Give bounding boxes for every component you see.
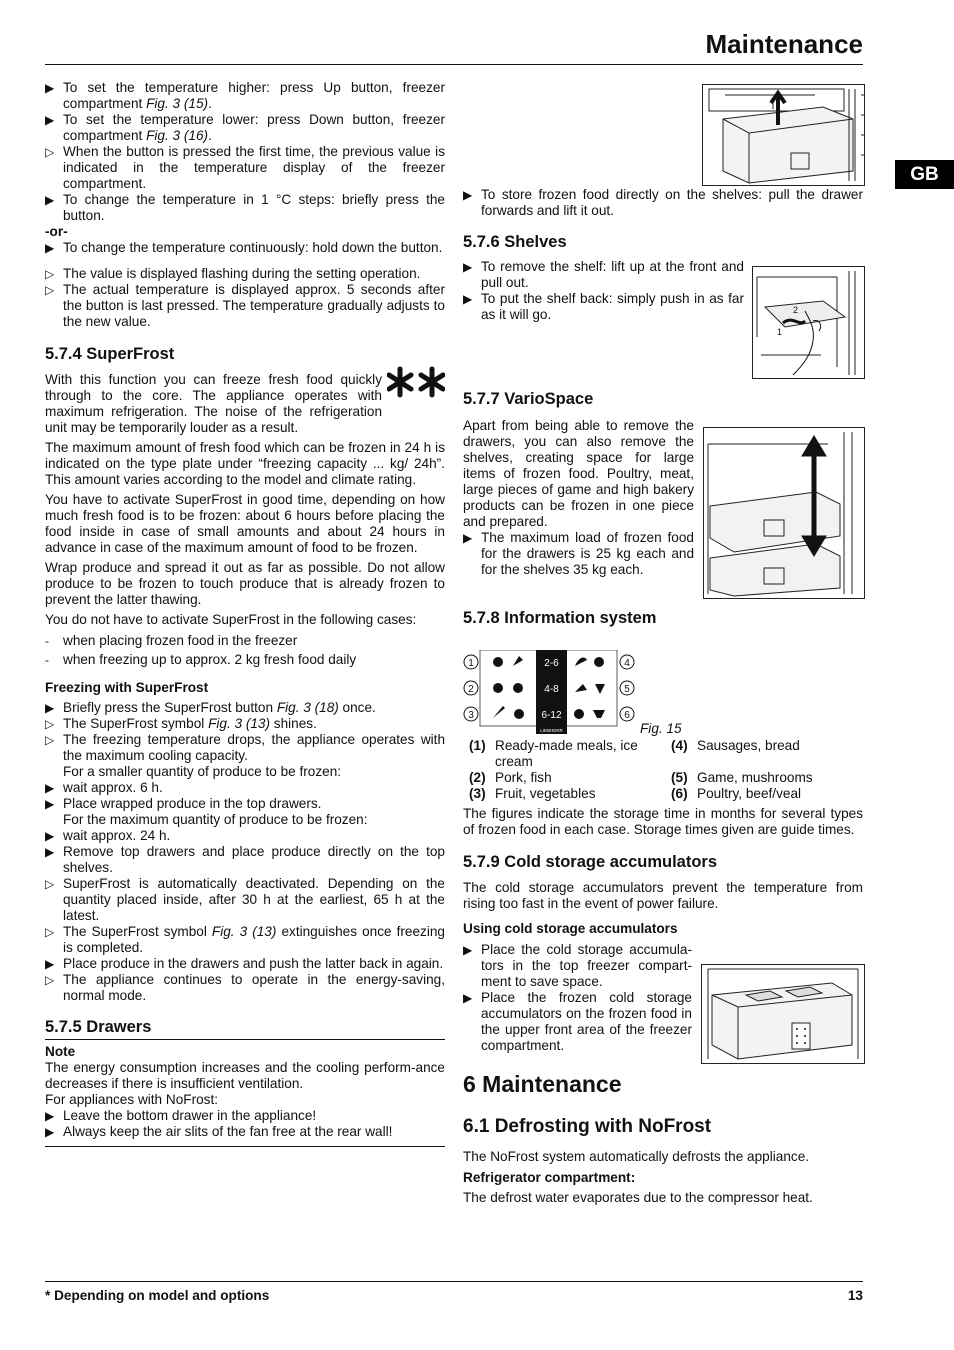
step-note: For a smaller quantity of produce to be frozen:	[63, 764, 342, 779]
cold-p: The cold storage accumulators prevent the temperature from rising too fast in the event of power failure.	[463, 880, 863, 911]
page-number: 13	[847, 1288, 863, 1303]
svg-text:3: 3	[468, 710, 474, 721]
panel-row-1: 2-6	[544, 658, 559, 669]
list-item: ▶ Briefly press the SuperFrost button Fig. 3 (18) once.	[45, 700, 376, 715]
legend-row: (2) Pork, fish (5) Game, mushrooms	[469, 770, 813, 785]
superfrost-intro	[45, 372, 445, 436]
shelves-item: ▶ To put the shelf back: simply push in as far as it will go.	[463, 291, 744, 322]
footer-note: * Depending on model and options	[45, 1288, 270, 1303]
defrost-p2: The defrost water evaporates due to the compressor heat.	[463, 1190, 813, 1205]
legend-row: (3) Fruit, vegetables (6) Poultry, beef/veal	[469, 786, 802, 801]
figure-reference: Fig. 3 (18)	[276, 700, 339, 715]
note-title: Note	[45, 1044, 76, 1059]
superfrost-p1: With this function you can freeze fresh food quickly through to the core. The appliance operates with maximum refrigeration. The noise of the refrigeration unit may be temporarily louder as a result.	[45, 372, 382, 435]
accumulator-figure	[701, 964, 865, 1064]
superfrost-steps	[45, 700, 445, 1004]
list-item: ▷ When the button is pressed the first time, the previous value is indicated in the temperature display of the freezer compartment.	[45, 144, 445, 191]
superfrost-p2: The maximum amount of fresh food which can be frozen in 24 h is indicated on the type plate under “freezing capacity ... kg/ 24h”. This amount varies according to the model and climate rating.	[45, 440, 445, 487]
temp-display-notes	[45, 266, 445, 330]
legend-row: (1) Ready-made meals, ice cream (4) Sausages, bread	[469, 738, 800, 769]
refrigerator-subheading: Refrigerator compartment:	[463, 1170, 636, 1185]
section-cold-heading: 5.7.9 Cold storage accumulators	[463, 853, 718, 871]
info-panel-graphic	[463, 650, 638, 734]
svg-text:2: 2	[468, 684, 474, 695]
section-superfrost-heading: 5.7.4 SuperFrost	[45, 345, 175, 363]
list-item: ▷ The actual temperature is displayed approx. 5 seconds after the button is last pressed. The temperature gradually adjusts to the new value.	[45, 282, 445, 329]
info-legend	[469, 738, 873, 802]
svg-text:4: 4	[624, 658, 630, 669]
svg-text:2: 2	[793, 305, 799, 315]
figure-reference: Fig. 3 (13)	[211, 924, 277, 939]
cold-list	[463, 942, 692, 1054]
section-shelves-heading: 5.7.6 Shelves	[463, 233, 567, 251]
header-rule	[45, 64, 863, 65]
figure-reference: Fig. 3 (15)	[146, 96, 209, 111]
superfrost-p4: Wrap produce and spread it out as far as possible. Do not allow produce to be frozen to touch produce that is already frozen to prevent the latter thawing.	[45, 560, 445, 607]
language-tab: GB	[895, 160, 954, 189]
list-item: ▶ To set the temperature higher: press Up button, freezer compartment Fig. 3 (15).	[45, 80, 445, 111]
list-item: ▶ wait approx. 6 h.	[45, 780, 163, 795]
list-item: ▶ Place wrapped produce in the top drawers. For the maximum quantity of produce to be frozen:	[45, 796, 445, 828]
svg-text:1: 1	[468, 658, 474, 669]
variospace-p1: Apart from being able to remove the drawers, you can also remove the shelves, creating space for large items of frozen food. Poultry, meat, large pieces of game and high bakery products can be frozen in one piece and prepared.	[463, 418, 694, 529]
shelves-list	[463, 259, 744, 323]
section-info-heading: 5.7.8 Information system	[463, 609, 657, 627]
list-item: ▶ To set the temperature lower: press Down button, freezer compartment Fig. 3 (16).	[45, 112, 445, 143]
figure-reference: Fig. 3 (13)	[208, 716, 271, 731]
or-label: -or-	[45, 224, 68, 239]
footer-rule	[45, 1281, 863, 1282]
list-item: ▶ Place produce in the drawers and push the latter back in again.	[45, 956, 444, 971]
variospace-item: ▶ The maximum load of frozen food for the drawers is 25 kg each and for the shelves 35 kg each.	[463, 530, 694, 577]
section-maintenance-heading: 6 Maintenance	[463, 1071, 622, 1097]
freezing-superfrost-subheading: Freezing with SuperFrost	[45, 680, 209, 695]
note-box	[45, 1039, 445, 1147]
section-variospace-heading: 5.7.7 VarioSpace	[463, 390, 594, 408]
panel-row-3: 6-12	[541, 710, 562, 721]
list-item: ▶ Remove top drawers and place produce directly on the top shelves.	[45, 844, 445, 875]
info-system-panel	[463, 650, 638, 734]
temp-continuous	[45, 240, 445, 256]
list-item: ▶ wait approx. 24 h.	[45, 828, 171, 843]
shelves-item: ▶ To remove the shelf: lift up at the front and pull out.	[463, 259, 744, 290]
section-drawers-heading: 5.7.5 Drawers	[45, 1018, 152, 1036]
note-item: ▶ Always keep the air slits of the fan free at the rear wall!	[45, 1124, 393, 1139]
list-item: ▷ The SuperFrost symbol Fig. 3 (13) shines.	[45, 716, 317, 731]
cold-subheading: Using cold storage accumulators	[463, 921, 678, 936]
list-item: ▷ The SuperFrost symbol Fig. 3 (13) extinguishes once freezing is completed.	[45, 924, 445, 955]
superfrost-asterisk-icon	[387, 366, 445, 400]
superfrost-p3: You have to activate SuperFrost in good time, depending on how much fresh food is to be frozen: about 6 hours before placing the food inside in case of small amounts and about 24 hours in advance in case of the maximum amount of food to be frozen.	[45, 492, 445, 555]
page-title: Maintenance	[705, 29, 863, 59]
note-p1: The energy consumption increases and the cooling perform-ance decreases if there is insufficient ventilation.	[45, 1060, 445, 1091]
list-item: ▷ The appliance continues to operate in the energy-saving, normal mode.	[45, 972, 445, 1003]
fig-caption: Fig. 15	[640, 721, 682, 736]
drawer-store-item: ▶ To store frozen food directly on the shelves: pull the drawer forwards and lift it out.	[463, 187, 863, 218]
note-item: ▶ Leave the bottom drawer in the appliance!	[45, 1108, 317, 1123]
svg-text:5: 5	[624, 684, 630, 695]
right-column	[463, 187, 863, 628]
cold-item: ▶ Place the frozen cold storage accumulators on the frozen food in the upper front area of the freezer compartment.	[463, 990, 692, 1053]
drawer-figure	[702, 84, 865, 186]
svg-text:1: 1	[777, 327, 783, 337]
superfrost-p5: You do not have to activate SuperFrost in the following cases:	[45, 612, 417, 627]
defrost-p1: The NoFrost system automatically defrosts the appliance.	[463, 1149, 810, 1164]
list-item: ▷ The freezing temperature drops, the appliance operates with the maximum cooling capacity. For a smaller quantity of produce to be frozen:	[45, 732, 445, 779]
panel-brand: LIEBHERR	[540, 728, 563, 733]
dash-item: - when placing frozen food in the freezer	[45, 633, 298, 648]
info-p: The figures indicate the storage time in months for several types of frozen food in each case. Storage times given are guide times.	[463, 806, 863, 837]
step-note: For the maximum quantity of produce to be frozen:	[63, 812, 368, 827]
figure-reference: Fig. 3 (16)	[146, 128, 209, 143]
cold-item: ▶ Place the cold storage accumula-tors in the top freezer compart-ment to save space.	[463, 942, 692, 989]
list-item: ▷ The value is displayed flashing during the setting operation.	[45, 266, 421, 281]
panel-row-2: 4-8	[544, 684, 559, 695]
note-p2: For appliances with NoFrost:	[45, 1092, 219, 1107]
svg-text:6: 6	[624, 710, 630, 721]
left-column	[45, 80, 445, 1147]
list-item: ▶ To change the temperature in 1 °C steps: briefly press the button.	[45, 192, 445, 223]
temp-instructions	[45, 80, 445, 224]
variospace-text	[463, 418, 694, 578]
list-item: ▷ SuperFrost is automatically deactivated. Depending on the quantity placed inside, after 30 h at the earliest, 65 h at the latest.	[45, 876, 445, 923]
section-defrost-heading: 6.1 Defrosting with NoFrost	[463, 1116, 712, 1137]
list-item: ▶ To change the temperature continuously: hold down the button.	[45, 240, 443, 255]
dash-item: - when freezing up to approx. 2 kg fresh food daily	[45, 652, 357, 667]
